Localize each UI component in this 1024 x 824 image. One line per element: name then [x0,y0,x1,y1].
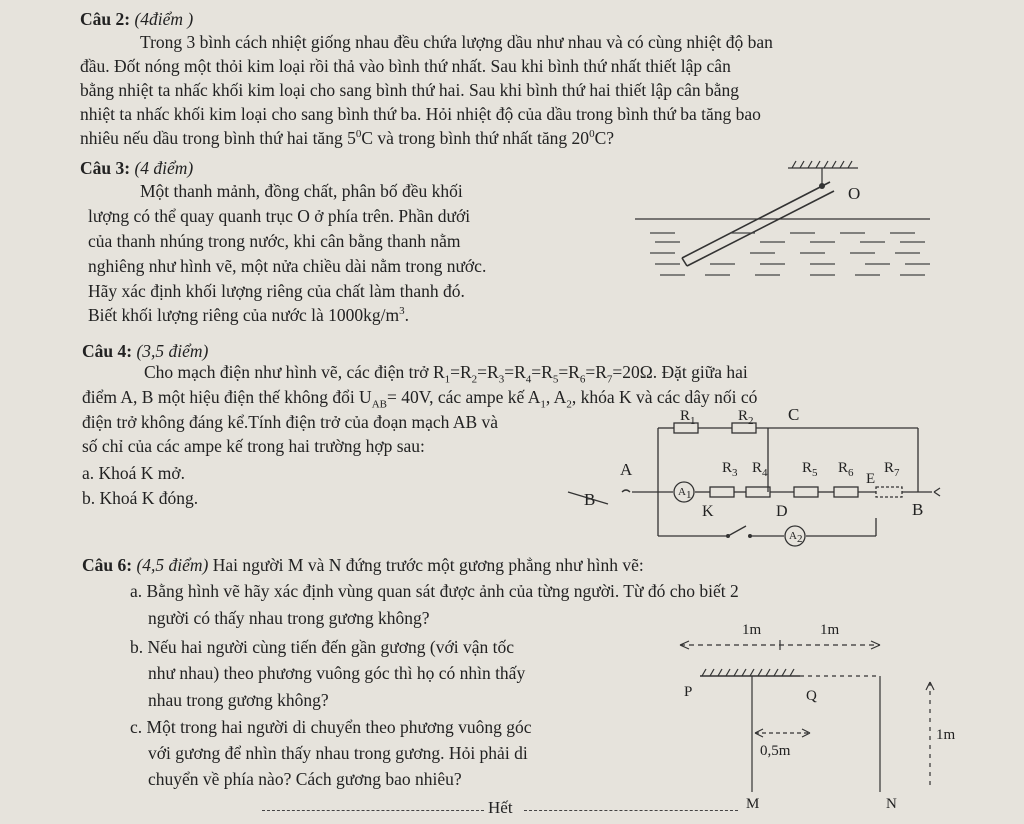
q2-line-1: Trong 3 bình cách nhiệt giống nhau đều chứa lượng dầu như nhau và có cùng nhiệt độ ban [140,32,773,52]
q3-line-5: Hãy xác định khối lượng riêng của chất làm thanh đó. [88,281,465,301]
r1-letter: R [680,408,691,424]
q4-eq-4: =R [504,362,526,382]
label-r1 [680,408,696,427]
q4-case-a: a. Khoá K mở. [82,463,186,483]
a1-letter: A [678,486,686,498]
q4-line-2d: , khóa K và các dây nối có [571,387,758,407]
q4-sub-4: 4 [525,373,532,386]
label-a: A [620,460,633,479]
q3-points: (4 điểm) [134,158,194,178]
fig6-label-m: M [746,796,760,812]
q4-eq-3: =R [477,362,499,382]
q4-sub-a1: 1 [540,398,546,411]
q2-deg-2: 0 [589,128,595,141]
q2-line-5 [80,127,614,149]
a1-sub: 1 [685,489,692,502]
r7-letter: R [884,460,895,476]
q4-line-2b: = 40V, các ampe kế A [386,387,541,407]
q4-line-1 [144,361,748,386]
fig6-label-05m: 0,5m [760,743,791,759]
fig6-label-1m-b: 1m [820,622,840,638]
r4-sub: 4 [762,467,768,479]
footer-rule-left [262,810,484,811]
label-d: D [776,503,788,520]
q4-sub-1: 1 [444,373,451,386]
a2-sub: 2 [796,533,803,546]
label-r3 [722,460,738,479]
q4-eq-6: =R [558,362,580,382]
footer-end: Hết [488,798,513,817]
q3-line-6b: . [404,305,409,325]
label-k: K [702,503,714,520]
q6-heading: Câu 6: [82,555,133,575]
q4-sub-a2: 2 [566,398,572,411]
fig6-label-1m-c: 1m [936,727,956,743]
q4-points: (3,5 điểm) [136,341,209,361]
label-a1 [678,484,691,500]
resistor-r5 [794,487,818,497]
r3-sub: 3 [732,467,738,479]
label-a2 [789,528,802,544]
q2-line-2: đầu. Đốt nóng một thỏi kim loại rồi thả vào bình thứ nhất. Sau khi bình thứ nhất thiết lập cân [80,56,731,76]
q4-eq-7: =R [585,362,607,382]
q6-a-line-1: a. Bằng hình vẽ hãy xác định vùng quan sát được ảnh của từng người. Từ đó cho biết 2 [130,581,739,601]
label-r5 [802,460,818,479]
resistor-r7 [876,487,902,497]
q6-points: (4,5 điểm) [136,555,209,575]
footer-rule-right [524,810,738,811]
mirror-figure [670,620,970,800]
q2-line-5b: C và trong bình thứ nhất tăng 20 [361,128,590,148]
q3-line-3: của thanh nhúng trong nước, khi cân bằng thanh nằm [88,231,461,251]
r3-letter: R [722,460,733,476]
label-r4 [752,460,768,479]
q4-sub-ab: AB [371,398,387,411]
label-r2 [738,408,754,427]
pivot-label-o: O [848,184,861,203]
q4-line-2a: điểm A, B một hiệu điện thế không đổi U [82,387,372,407]
fig6-label-1m-a: 1m [742,622,762,638]
q2-line-5c: C? [594,128,615,148]
q3-line-4: nghiêng như hình vẽ, một nửa chiều dài nằm trong nước. [88,256,487,276]
q4-sub-5: 5 [552,373,559,386]
q6-a-line-2: người có thấy nhau trong gương không? [148,608,430,628]
r4-letter: R [752,460,763,476]
q6-b-line-2: như nhau) theo phương vuông góc thì họ có nhìn thấy [148,663,526,683]
q4-heading: Câu 4: [82,341,133,361]
label-c: C [788,405,800,424]
q4-line-4: số chỉ của các ampe kế trong hai trường hợp sau: [82,436,425,456]
q4-line-1c: =20Ω. Đặt giữa hai [612,362,748,382]
q4-sub-2: 2 [471,373,478,386]
label-b-right: B [912,500,924,519]
q2-line-5a: nhiêu nếu dầu trong bình thứ hai tăng 5 [80,128,356,148]
r1-sub: 1 [690,415,696,427]
q3-cube-sup: 3 [399,305,405,318]
q4-line-1a: Cho mạch điện như hình vẽ, các điện trở R [144,362,445,382]
q3-line-6a: Biết khối lượng riêng của nước là 1000kg/m [88,305,400,325]
q4-line-2c: , A [545,387,567,407]
pivot [819,183,825,189]
resistor-r6 [834,487,858,497]
fig6-label-n: N [886,796,897,812]
r2-sub: 2 [748,415,754,427]
r7-sub: 7 [894,467,900,479]
q6-heading-line [82,554,644,576]
q4-eq-5: =R [531,362,553,382]
a2-letter: A [789,530,797,542]
q3-line-1: Một thanh mảnh, đồng chất, phân bố đều khối [140,181,463,201]
q3-heading-line [80,157,193,179]
q6-c-line-3: chuyển về phía nào? Cách gương bao nhiêu? [148,769,462,789]
q6-c-line-2: với gương để nhìn thấy nhau trong gương. Hỏi phải di [148,743,528,763]
r5-letter: R [802,460,813,476]
q2-heading-line [80,8,193,30]
q3-heading: Câu 3: [80,158,131,178]
label-r6 [838,460,854,479]
q2-line-3: bằng nhiệt ta nhấc khối kim loại cho sang bình thứ hai. Sau khi bình thứ hai thiết lập cân bằng [80,80,740,100]
label-r7 [884,460,900,479]
q6-c-line-1: c. Một trong hai người di chuyển theo phương vuông góc [130,717,532,737]
q4-line-3: điện trở không đáng kể.Tính điện trở của đoạn mạch AB và [82,412,499,432]
fig6-label-p: P [684,684,693,700]
q3-line-6 [88,304,409,326]
label-e: E [866,471,876,487]
q4-sub-3: 3 [498,373,505,386]
q4-eq-2: =R [450,362,472,382]
switch-k [728,526,746,536]
q2-points: (4điểm ) [134,9,194,29]
q4-sub-7: 7 [606,373,613,386]
water-waves [650,233,930,275]
resistor-r3 [710,487,734,497]
r6-letter: R [838,460,849,476]
label-b-left: B [584,490,596,509]
q2-line-4: nhiệt ta nhấc khối kim loại cho sang bình thứ ba. Hỏi nhiệt độ của dầu trong bình thứ ba tăng bao [80,104,761,124]
q4-heading-line [82,340,208,362]
q6-intro: Hai người M và N đứng trước một gương phẳng như hình vẽ: [208,555,644,575]
q2-deg-1: 0 [355,128,362,141]
q4-case-b: b. Khoá K đóng. [82,488,199,508]
fig6-label-q: Q [806,688,817,704]
q6-b-line-1: b. Nếu hai người cùng tiến đến gần gương (với vận tốc [130,637,515,657]
q3-line-2: lượng có thể quay quanh trục O ở phía trên. Phần dưới [88,206,471,226]
r5-sub: 5 [812,467,818,479]
q2-heading: Câu 2: [80,9,131,29]
r2-letter: R [738,408,749,424]
q6-b-line-3: nhau trong gương không? [148,690,329,710]
r6-sub: 6 [848,467,854,479]
resistor-r4 [746,487,770,497]
q4-sub-6: 6 [579,373,586,386]
rod-figure [630,158,940,290]
